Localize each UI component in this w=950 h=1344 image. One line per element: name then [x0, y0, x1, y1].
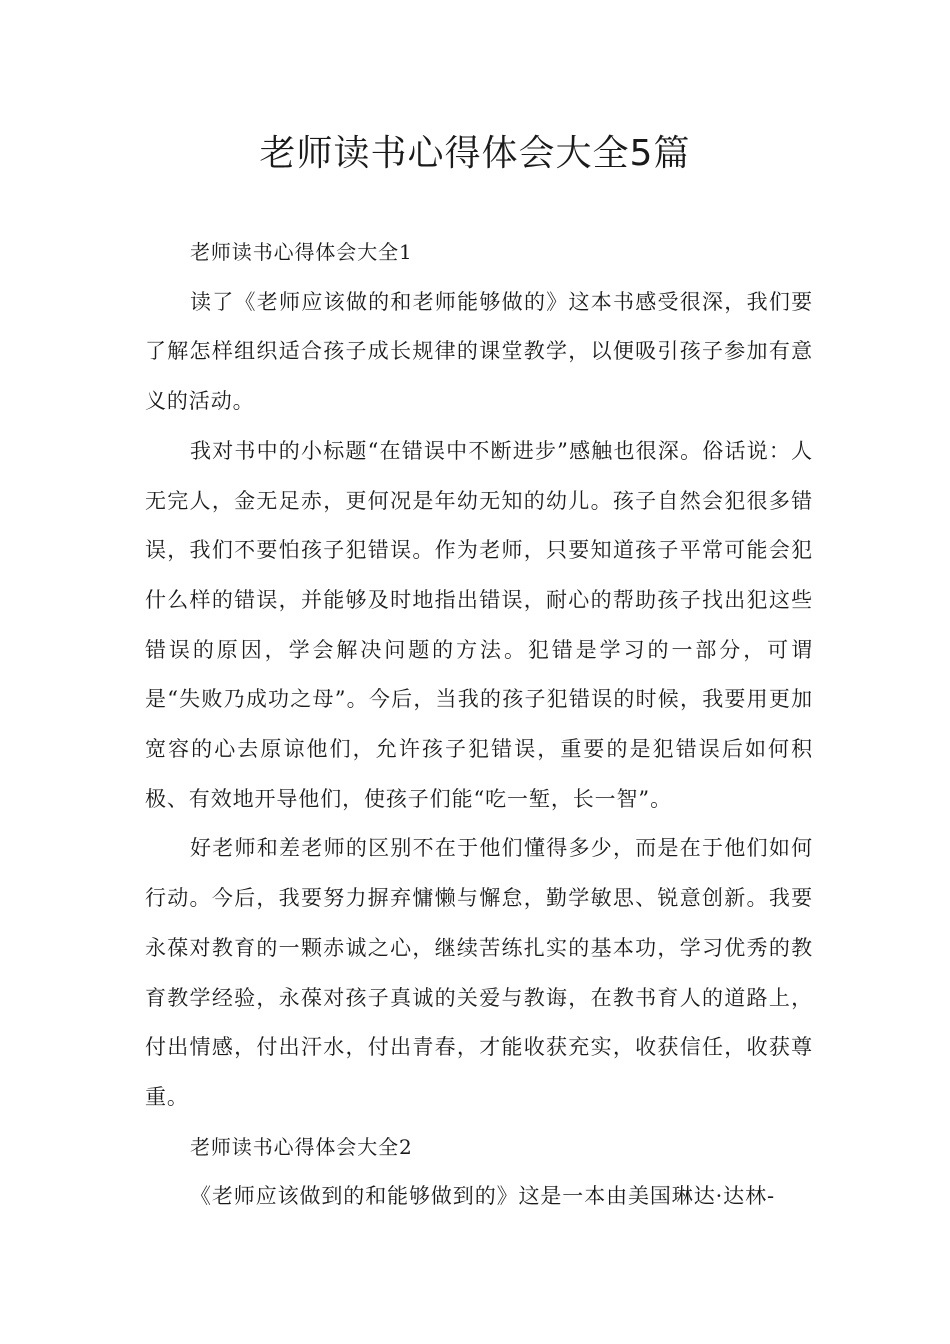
paragraph: 好老师和差老师的区别不在于他们懂得多少，而是在于他们如何行动。今后，我要努力摒弃慵懒与懈怠，勤学敏思、锐意创新。我要永葆对教育的一颗赤诚之心，继续苦练扎实的基本功，学习优秀的教育教学经验，永葆对孩子真诚的关爱与教诲，在教书育人的道路上，付出情感，付出汗水，付出青春，才能收获充实，收获信任，收获尊重。	[145, 836, 813, 1109]
paragraph: 读了《老师应该做的和老师能够做的》这本书感受很深，我们要了解怎样组织适合孩子成长规律的课堂教学，以便吸引孩子参加有意义的活动。	[145, 289, 813, 414]
section-heading-1: 老师读书心得体会大全1	[190, 240, 413, 264]
paragraph: 《老师应该做到的和能够做到的》这是一本由美国琳达·达林-	[190, 1184, 775, 1209]
document-body	[145, 228, 813, 1222]
document-title: 老师读书心得体会大全5篇	[259, 133, 691, 174]
section-heading-2: 老师读书心得体会大全2	[190, 1134, 413, 1159]
paragraph: 我对书中的小标题“在错误中不断进步”感触也很深。俗话说：人无完人，金无足赤，更何况是年幼无知的幼儿。孩子自然会犯很多错误，我们不要怕孩子犯错误。作为老师，只要知道孩子平常可能会犯什么样的错误，并能够及时地指出错误，耐心的帮助孩子找出犯这些错误的原因，学会解决问题的方法。犯错是学习的一部分，可谓是“失败乃成功之母”。今后，当我的孩子犯错误的时候，我要用更加宽容的心去原谅他们，允许孩子犯错误，重要的是犯错误后如何积极、有效地开导他们，使孩子们能“吃一堑，长一智”。	[145, 438, 813, 811]
